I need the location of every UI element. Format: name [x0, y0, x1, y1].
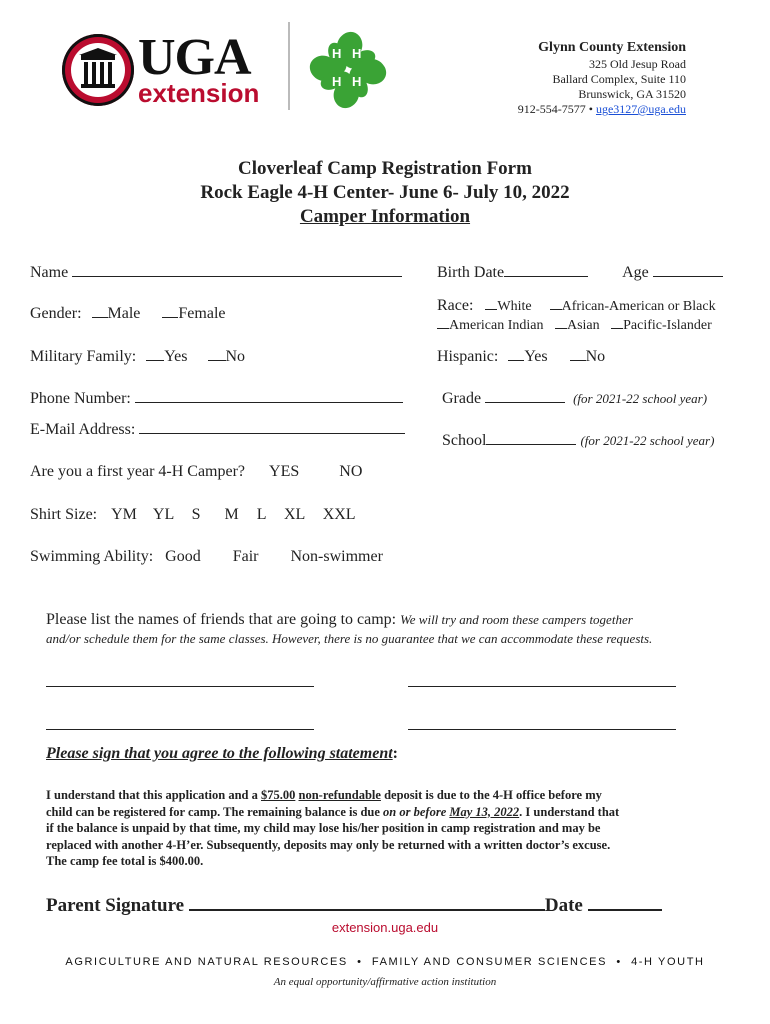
pacific-islander-blank[interactable]: [611, 327, 623, 329]
race-label: Race:: [437, 297, 474, 314]
footer-url[interactable]: extension.uga.edu: [331, 920, 439, 935]
swim-row: [30, 548, 383, 566]
email-label: E-Mail Address:: [30, 421, 136, 438]
hispanic-yes-blank[interactable]: [508, 359, 524, 361]
address-line-2: Ballard Complex, Suite 110: [552, 72, 686, 86]
hispanic-yes: Yes: [524, 348, 548, 365]
due-date: May 13, 2022: [449, 804, 520, 819]
extension-wordmark: extension: [138, 78, 260, 108]
military-no-blank[interactable]: [208, 359, 226, 361]
friends-note-2: and/or schedule them for the same classes. However, there is no guarantee that we can accommodate these requests.: [46, 631, 653, 646]
address-line-1: 325 Old Jesup Road: [589, 57, 686, 71]
friend-name-field[interactable]: [408, 686, 676, 687]
agreement-colon: :: [392, 745, 398, 762]
male-blank[interactable]: [92, 316, 108, 318]
asian-blank[interactable]: [555, 327, 567, 329]
phone-field[interactable]: [135, 401, 403, 403]
uga-logo-mark: [62, 34, 134, 106]
school-field[interactable]: [486, 443, 576, 445]
signature-date-field[interactable]: [588, 908, 662, 911]
clover-4h-icon: [308, 30, 388, 110]
footer-programs: AGRICULTURE AND NATURAL RESOURCES • FAMILY AND CONSUMER SCIENCES • 4-H YOUTH: [65, 956, 705, 968]
first-year-question: Are you a first year 4-H Camper?: [30, 463, 246, 480]
svg-text:H: H: [332, 74, 342, 89]
friend-name-field[interactable]: [408, 729, 676, 730]
gender-label: Gender:: [30, 305, 82, 322]
first-year-yes[interactable]: YES: [269, 463, 300, 480]
email-row: [30, 421, 405, 439]
agreement-text-part: I understand that this application and a: [46, 788, 261, 802]
shirt-size-option[interactable]: M: [224, 506, 239, 523]
signature-date-label: Date: [544, 895, 583, 916]
friend-name-field[interactable]: [46, 686, 314, 687]
pacific-islander-option: Pacific-Islander: [623, 318, 712, 333]
phone-label: Phone Number:: [30, 390, 131, 407]
african-american-option: African-American or Black: [561, 299, 716, 314]
name-field[interactable]: [72, 275, 402, 277]
footer-eo-statement: An equal opportunity/affirmative action institution: [273, 976, 497, 988]
friends-prompt-row: [46, 611, 633, 629]
grade-field[interactable]: [485, 401, 565, 403]
race-row-2: [437, 318, 712, 334]
military-row: [30, 348, 245, 366]
school-note: (for 2021-22 school year): [580, 433, 715, 448]
shirt-size-option[interactable]: S: [191, 506, 201, 523]
gender-row: [30, 305, 226, 323]
female-option: Female: [178, 305, 226, 322]
svg-text:H: H: [332, 46, 342, 61]
contact-line: [518, 102, 686, 117]
grade-note: (for 2021-22 school year): [573, 391, 708, 406]
svg-text:H: H: [352, 46, 362, 61]
first-year-row: [30, 463, 362, 481]
white-blank[interactable]: [485, 308, 497, 310]
agreement-text-part: on or before: [383, 804, 450, 819]
shirt-size-row: [30, 506, 356, 524]
birth-date-row: [437, 264, 723, 282]
address-line-3: Brunswick, GA 31520: [578, 87, 686, 101]
military-label: Military Family:: [30, 348, 137, 365]
agreement-heading-row: [46, 745, 398, 763]
uga-wordmark: UGA: [138, 29, 251, 86]
military-yes-blank[interactable]: [146, 359, 164, 361]
friends-prompt: Please list the names of friends that are going to camp:: [46, 611, 397, 628]
school-label: School: [442, 432, 487, 449]
age-field[interactable]: [653, 275, 723, 277]
section-title: Camper Information: [299, 206, 471, 227]
grade-row: [442, 390, 707, 408]
agreement-text-part: . I understand that: [519, 804, 620, 819]
form-subtitle: Rock Eagle 4-H Center- June 6- July 10, 2022: [200, 182, 570, 203]
signature-row: [46, 895, 662, 917]
agreement-text: [46, 787, 619, 870]
shirt-size-label: Shirt Size:: [30, 506, 98, 523]
email-field[interactable]: [139, 432, 405, 434]
friend-name-field[interactable]: [46, 729, 314, 730]
hispanic-row: [437, 348, 605, 366]
shirt-size-option[interactable]: YL: [152, 506, 174, 523]
agreement-heading: Please sign that you agree to the following statement: [46, 745, 393, 762]
agreement-line: if the balance is unpaid by that time, my child may lose his/her position in camp registration and may be: [46, 821, 601, 835]
swim-option[interactable]: Good: [165, 548, 201, 565]
agreement-line: replaced with another 4-H’er. Subsequently, deposits may only be returned with a written doctor’s excuse.: [46, 837, 611, 852]
birth-date-label: Birth Date: [437, 264, 505, 281]
arch-icon: [71, 43, 125, 97]
agreement-text-part: deposit is due to the 4-H office before my: [380, 788, 602, 802]
hispanic-label: Hispanic:: [437, 348, 499, 365]
male-option: Male: [107, 305, 141, 322]
hispanic-no: No: [585, 348, 606, 365]
name-row: [30, 264, 402, 282]
agreement-line: [46, 787, 619, 804]
svg-text:H: H: [352, 74, 362, 89]
swim-label: Swimming Ability:: [30, 548, 154, 565]
american-indian-option: American Indian: [449, 318, 544, 333]
email-link[interactable]: uge3127@uga.edu: [595, 102, 686, 116]
age-label: Age: [622, 264, 649, 281]
school-row: [442, 432, 714, 450]
military-no: No: [225, 348, 246, 365]
parent-signature-field[interactable]: [189, 908, 545, 911]
non-refundable: non-refundable: [298, 788, 381, 802]
grade-label: Grade: [442, 390, 482, 407]
female-blank[interactable]: [162, 316, 178, 318]
hispanic-no-blank[interactable]: [570, 359, 586, 361]
asian-option: Asian: [566, 318, 600, 333]
white-option: White: [497, 299, 532, 314]
office-name: Glynn County Extension: [538, 40, 686, 55]
shirt-size-option[interactable]: XXL: [322, 506, 356, 523]
deposit-amount: $75.00: [261, 788, 296, 802]
phone-number: 912-554-7577 •: [517, 102, 593, 116]
agreement-text-part: child can be registered for camp. The remaining balance is due: [46, 804, 384, 819]
parent-signature-label: Parent Signature: [46, 895, 185, 916]
friends-note-1: We will try and room these campers together: [400, 612, 633, 627]
shirt-size-option[interactable]: XL: [283, 506, 305, 523]
race-row-1: [437, 297, 716, 315]
american-indian-blank[interactable]: [437, 327, 449, 329]
form-title: Cloverleaf Camp Registration Form: [238, 158, 532, 179]
african-american-blank[interactable]: [550, 308, 562, 310]
swim-option[interactable]: Fair: [232, 548, 259, 565]
shirt-size-option[interactable]: L: [256, 506, 266, 523]
agreement-line: The camp fee total is $400.00.: [46, 854, 204, 868]
shirt-size-option[interactable]: YM: [111, 506, 137, 523]
birth-date-field[interactable]: [504, 275, 588, 277]
military-yes: Yes: [164, 348, 188, 365]
logo-divider: [288, 22, 290, 110]
first-year-no[interactable]: NO: [339, 463, 363, 480]
agreement-line: [46, 804, 619, 821]
swim-option[interactable]: Non-swimmer: [290, 548, 383, 565]
name-label: Name: [30, 264, 69, 281]
phone-row: [30, 390, 403, 408]
